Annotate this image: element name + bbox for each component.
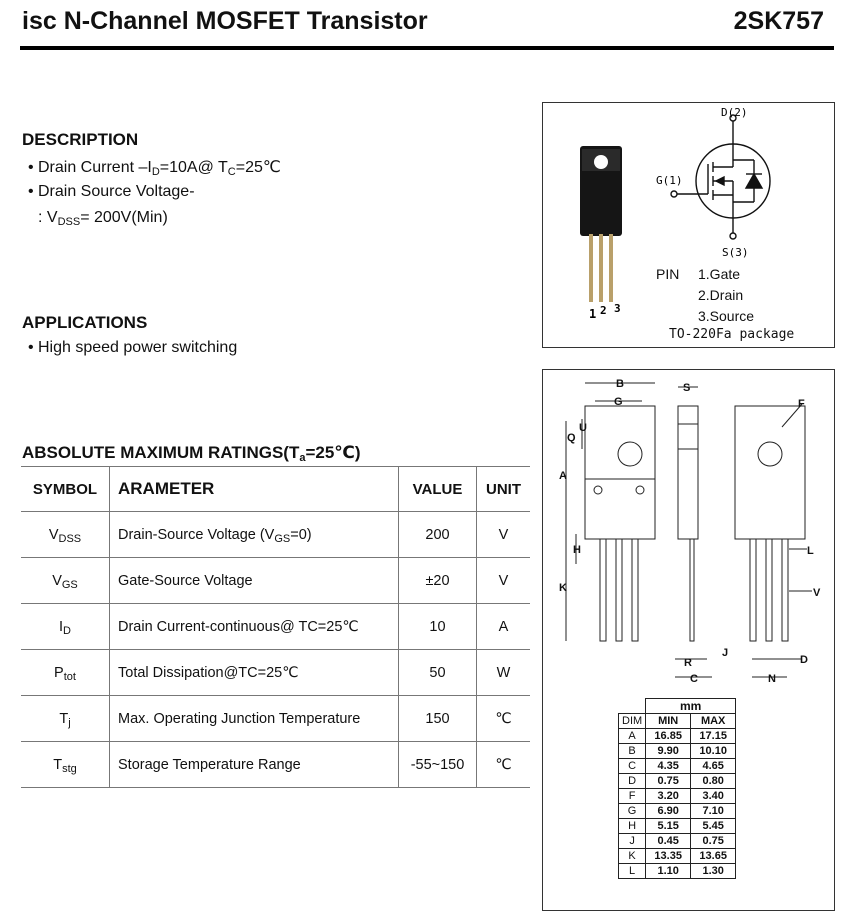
dim-letter: G [614, 396, 623, 408]
column-header: VALUE [399, 467, 477, 512]
value-cell: 200 [399, 512, 477, 558]
document-title: isc N-Channel MOSFET Transistor [22, 7, 428, 35]
dimension-table [618, 698, 736, 879]
pin-number: 1 [589, 307, 597, 321]
pin-number: 3 [614, 302, 621, 315]
parameter-cell: Total Dissipation@TC=25℃ [110, 650, 399, 696]
table-row: L 1.10 1.30 [619, 864, 736, 879]
table-row: K 13.35 13.65 [619, 849, 736, 864]
dim-letter: Q [567, 432, 576, 444]
symbol-cell: $P_{tot}$ [21, 650, 110, 696]
dim-letter: U [579, 422, 587, 434]
value-cell: 10 [399, 604, 477, 650]
parameter-cell: Gate-Source Voltage [110, 558, 399, 604]
side-view-outline [678, 406, 698, 539]
symbol-cell: $V_{DSS}$ [21, 512, 110, 558]
table-row [21, 512, 530, 558]
parameter-cell: Max. Operating Junction Temperature [110, 696, 399, 742]
dim-letter: J [722, 647, 729, 659]
pin-item: 1.Gate [698, 266, 741, 282]
column-header: DIM [619, 714, 646, 729]
table-row [21, 650, 530, 696]
parameter-cell: Drain-Source Voltage $(V_{GS}=0)$ [110, 512, 399, 558]
table-row: C 4.35 4.65 [619, 759, 736, 774]
value-cell: -55~150 [399, 742, 477, 788]
unit-cell: W [477, 650, 531, 696]
dim-letter: N [768, 673, 776, 685]
table-row: F 3.20 3.40 [619, 789, 736, 804]
column-header: MIN [646, 714, 691, 729]
dim-letter: V [813, 587, 821, 599]
to220-package-image [580, 146, 622, 302]
table-header-row [21, 467, 530, 512]
table-header-row [619, 714, 736, 729]
dim-letter: D [800, 654, 808, 666]
dim-letter: H [573, 544, 581, 556]
pin-item: 3.Source [698, 308, 755, 324]
unit-cell: A [477, 604, 531, 650]
dim-letter: S [683, 382, 691, 394]
description-item: • Drain Source Voltage- [28, 183, 195, 200]
column-header: ARAMETER [110, 467, 399, 512]
dim-letter: R [684, 657, 692, 669]
dim-letter: B [616, 378, 624, 390]
description-heading: DESCRIPTION [22, 130, 139, 149]
dim-letter: L [807, 545, 814, 557]
symbol-cell: $T_{stg}$ [21, 742, 110, 788]
parameter-cell: Drain Current-continuous@ TC=25℃ [110, 604, 399, 650]
description-item: • Drain Current $-I_D=10A@$ $T_C=25℃$ [28, 159, 281, 178]
table-header-row [619, 699, 736, 714]
unit-cell: ℃ [477, 742, 531, 788]
symbol-cell: $I_D$ [21, 604, 110, 650]
pin-item: 2.Drain [698, 287, 744, 303]
applications-heading: APPLICATIONS [22, 313, 148, 332]
source-label: S(3) [722, 246, 749, 259]
drain-label: D(2) [721, 106, 748, 119]
gate-label: G(1) [656, 174, 683, 187]
column-header: MAX [691, 714, 736, 729]
table-row [21, 604, 530, 650]
table-row: A 16.85 17.15 [619, 729, 736, 744]
ratings-heading: ABSOLUTE MAXIMUM $RATINGS(T_a=25℃)$ [22, 443, 361, 464]
ratings-table [21, 466, 530, 788]
application-item: • High speed power switching [28, 339, 238, 356]
table-row [21, 696, 530, 742]
dim-letter: K [559, 582, 567, 594]
table-row: D 0.75 0.80 [619, 774, 736, 789]
part-number: 2SK757 [733, 7, 824, 35]
pin-heading: PIN [656, 266, 680, 282]
value-cell: 50 [399, 650, 477, 696]
value-cell: 150 [399, 696, 477, 742]
table-row [21, 742, 530, 788]
mosfet-symbol-icon [671, 115, 770, 239]
value-cell: ±20 [399, 558, 477, 604]
dim-letter: A [559, 470, 567, 482]
symbol-cell: $T_j$ [21, 696, 110, 742]
description-item: : $V_{DSS}= 200V(Min)$ [38, 209, 168, 228]
unit-cell: V [477, 512, 531, 558]
back-view-outline [735, 406, 805, 539]
package-name: TO-220Fa package [669, 327, 795, 342]
parameter-cell: Storage Temperature Range [110, 742, 399, 788]
dim-letter: C [690, 673, 698, 685]
unit-header: mm [646, 699, 736, 714]
unit-cell: ℃ [477, 696, 531, 742]
table-row: B 9.90 10.10 [619, 744, 736, 759]
dim-letter: F [798, 398, 805, 410]
table-row: J 0.45 0.75 [619, 834, 736, 849]
table-row [21, 558, 530, 604]
unit-cell: V [477, 558, 531, 604]
pin-number: 2 [600, 304, 607, 317]
column-header: SYMBOL [21, 467, 110, 512]
dimension-drawing [542, 369, 833, 689]
front-view-outline [585, 406, 655, 539]
pin-list [656, 264, 754, 327]
header-divider [20, 46, 834, 50]
table-row: G 6.90 7.10 [619, 804, 736, 819]
symbol-cell: $V_{GS}$ [21, 558, 110, 604]
column-header: UNIT [477, 467, 531, 512]
table-row: H 5.15 5.45 [619, 819, 736, 834]
